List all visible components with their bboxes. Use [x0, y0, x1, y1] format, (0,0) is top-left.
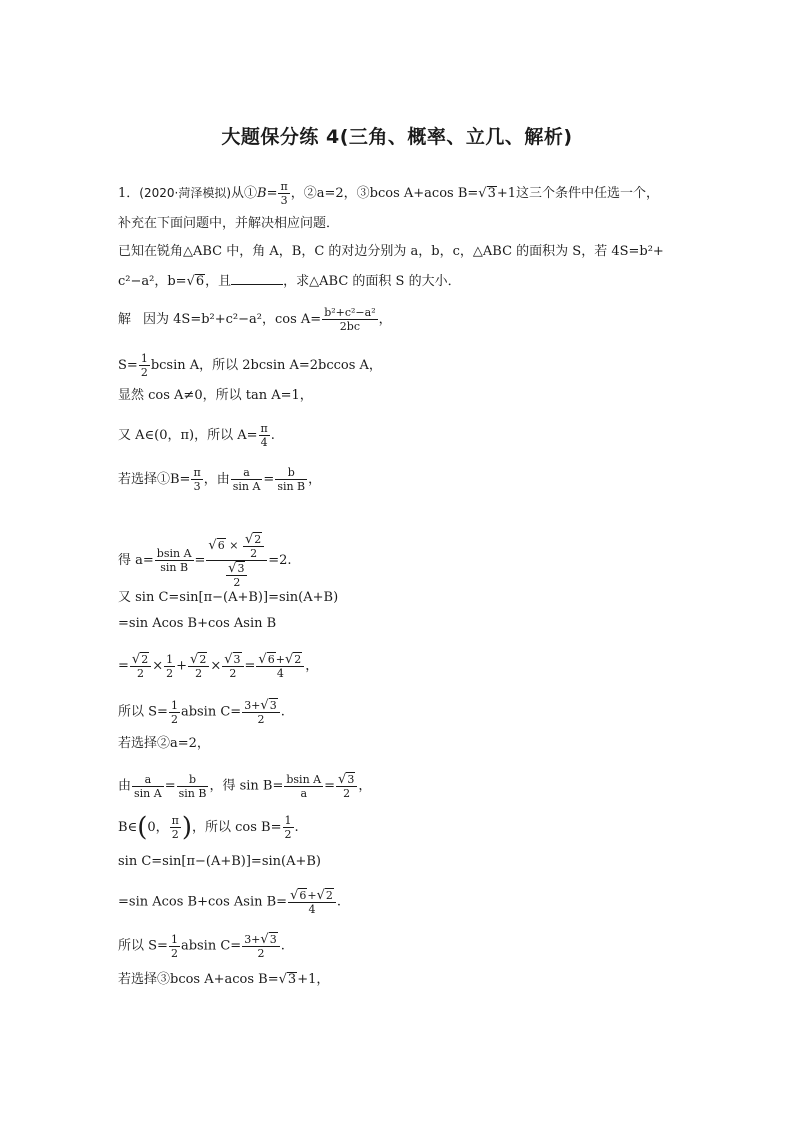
sqrt-6: 6 [195, 274, 205, 289]
sqrt-sign: √ [190, 652, 199, 667]
sqrt-3: 3 [269, 699, 277, 712]
text: 若选择①B= [118, 472, 191, 487]
sqrt-6: 6 [217, 539, 225, 552]
frac-den: sin A [232, 480, 261, 493]
sqrt-3: 3 [237, 562, 245, 575]
cond3-tail: +1 [496, 186, 517, 201]
fraction-r2-2 [188, 652, 209, 680]
times: × [152, 658, 164, 674]
fraction-3-r3-2 [242, 698, 280, 726]
frac-num [243, 532, 264, 547]
fraction-pi-2 [170, 814, 181, 841]
frac-num [222, 652, 243, 667]
frac-den: 2 [137, 667, 145, 680]
fraction-b-sinB [177, 773, 209, 800]
frac-den: 2 [284, 828, 292, 841]
fraction-r6-r2-4 [288, 888, 336, 916]
text: absin C= [180, 704, 242, 720]
text: =sin Acos B+cos Asin B= [118, 894, 288, 910]
cond2-sep: ，② [290, 186, 317, 201]
sqrt-sign: √ [478, 186, 487, 201]
fraction-half [139, 352, 150, 379]
sqrt-2: 2 [141, 653, 149, 666]
fraction-a-sinA [132, 773, 164, 800]
frac-den [206, 561, 267, 589]
frac-num: b [275, 466, 307, 480]
frac-den: 2 [195, 667, 203, 680]
fraction-bsinA-a [284, 773, 323, 800]
frac-den: 2 [170, 712, 178, 726]
frac-den: 2 [171, 828, 179, 841]
solution-line-6 [118, 532, 292, 589]
text: 得 a= [118, 553, 154, 568]
right-paren: ) [181, 812, 193, 843]
sqrt-2: 2 [199, 653, 207, 666]
frac-den: 4 [260, 436, 268, 449]
punct: ， [305, 658, 319, 674]
solution-line-2 [118, 352, 382, 379]
text: ，得 sin B= [209, 778, 284, 794]
frac-den: 3 [193, 480, 201, 493]
sqrt-6: 6 [267, 653, 275, 666]
frac-num: b [177, 773, 209, 787]
solution-line-15 [118, 888, 341, 916]
solution-line-12 [118, 772, 371, 800]
punct: . [336, 894, 342, 910]
frac-den: sin B [178, 786, 207, 800]
text: 又 A∈(0，π)，所以 A= [118, 428, 258, 443]
frac-num [242, 698, 280, 713]
frac-den: a [300, 786, 308, 800]
frac-num: π [280, 180, 288, 193]
frac-num: b²+c²−a² [324, 306, 376, 319]
fraction-3-r3-2 [242, 932, 280, 960]
sqrt-sign: √ [258, 652, 267, 667]
frac-num: 1 [140, 352, 148, 365]
frac-den: 2 [140, 366, 148, 379]
eq: = [164, 778, 176, 794]
frac-den: 2 [343, 787, 351, 800]
plus: + [176, 658, 188, 674]
sqrt-2: 2 [294, 653, 302, 666]
frac-num: 1 [170, 698, 178, 712]
sqrt-3: 3 [487, 186, 496, 201]
frac-num: π [260, 422, 268, 435]
frac-den: sin B [277, 480, 306, 493]
fraction-r2-2 [243, 532, 264, 560]
line4-part-c: ，求△ABC 的面积 S 的大小． [283, 274, 461, 289]
punct: . [294, 820, 299, 835]
fraction-r3-2 [336, 772, 357, 800]
frac-den: 2 [250, 547, 258, 560]
solution-line-16 [118, 932, 285, 960]
punct: ， [308, 472, 322, 487]
punct: . [280, 938, 285, 954]
eq: = [118, 658, 129, 674]
text: ，由 [203, 472, 230, 487]
frac-den: sin A [134, 786, 162, 800]
solution-line-3: 显然 cos A≠0，所以 tan A=1， [118, 388, 313, 403]
sqrt-sign: √ [224, 652, 233, 667]
line4-part-b: ，且 [205, 274, 232, 289]
compound-fraction [206, 532, 267, 589]
punct: ， [358, 778, 372, 794]
sqrt-sign: √ [290, 888, 299, 903]
frac-num: bsin A [286, 772, 322, 786]
frac-num [242, 932, 280, 947]
punct: ， [378, 312, 392, 327]
frac-den: sin B [160, 561, 189, 574]
text: bcsin A，所以 2bcsin A=2bccos A， [150, 358, 382, 373]
text: 若选择③bcos A+acos B= [118, 972, 279, 987]
sqrt-sign: √ [338, 772, 347, 787]
problem-source: (2020·菏泽模拟) [139, 186, 231, 200]
text: 由 [118, 778, 132, 794]
sqrt-6: 6 [299, 889, 307, 902]
frac-num: a [132, 773, 164, 787]
sqrt-sign: √ [278, 972, 287, 987]
cond3-prefix: ，③ [343, 186, 370, 201]
frac-num [256, 652, 304, 667]
text: 0， [147, 820, 169, 835]
punct: . [280, 704, 285, 720]
three-plus: 3+ [244, 933, 261, 946]
fraction-pi-4 [259, 422, 270, 449]
solution-line-17 [118, 972, 329, 988]
frac-den: 2bc [339, 320, 360, 333]
three-plus: 3+ [244, 699, 261, 712]
times: × [210, 658, 222, 674]
plus: + [275, 653, 285, 666]
solution-line-8: =sin Acos B+cos Asin B [118, 616, 277, 631]
sqrt-2: 2 [254, 533, 262, 546]
frac-den: 2 [170, 946, 178, 960]
sqrt-sign: √ [284, 652, 294, 667]
solution-line-10 [118, 698, 285, 726]
text: B∈ [118, 820, 138, 835]
solution-label: 解 [118, 312, 132, 327]
fraction-half [169, 933, 180, 960]
solution-line-7: 又 sin C=sin[π−(A+B)]=sin(A+B) [118, 590, 339, 605]
frac-den: 2 [233, 576, 241, 589]
frac-den: 4 [276, 667, 284, 680]
frac-den: 2 [166, 666, 174, 680]
fraction-r6-r2-4 [256, 652, 304, 680]
frac-num: 1 [166, 652, 174, 666]
sqrt-sign: √ [131, 652, 141, 667]
fraction-pi-3 [278, 180, 289, 207]
sqrt-sign: √ [316, 888, 325, 903]
sqrt-3: 3 [269, 933, 277, 946]
frac-den: 3 [280, 194, 288, 207]
frac-den: 2 [257, 947, 265, 960]
sqrt-3: 3 [287, 972, 297, 987]
problem-number: 1． [118, 186, 140, 201]
frac-den: 2 [229, 667, 237, 680]
times: × [229, 539, 239, 552]
fraction-r2-2 [130, 652, 151, 680]
solution-line-11: 若选择②a=2， [118, 736, 210, 751]
problem-line-1: 1．(2020·菏泽模拟)从①B= $\frac{\pi}{3}$ ，②a=2，③bcos A+acos B=√3+1这三个条件中任选一个， [118, 180, 660, 207]
frac-num: bsin A [156, 547, 192, 560]
sqrt-sign: √ [208, 538, 217, 553]
text: 所以 S= [118, 704, 168, 720]
frac-den: 2 [257, 713, 265, 726]
cond3-expr: bcos A+acos B= [369, 186, 479, 201]
sqrt-sign: √ [244, 532, 254, 547]
solution-text: 因为 4S=b²+c²−a²，cos A= [143, 312, 322, 327]
text: absin C= [180, 938, 242, 954]
text: =2. [268, 553, 292, 568]
choose-text: 这三个条件中任选一个， [516, 186, 660, 201]
sqrt-sign: √ [228, 561, 237, 576]
fraction-half [283, 814, 294, 841]
fraction-b-sinB [275, 466, 307, 493]
sqrt-3: 3 [233, 653, 241, 666]
answer-blank[interactable] [231, 272, 283, 285]
left-paren: ( [137, 812, 148, 843]
frac-num [206, 532, 267, 561]
fraction-r3-2 [222, 652, 243, 680]
sqrt-sign: √ [260, 698, 269, 713]
eq: = [244, 658, 256, 674]
text: ，所以 cos B= [192, 820, 282, 835]
frac-num: π [171, 814, 179, 827]
page-title: 大题保分练 4(三角、概率、立几、解析) [221, 126, 573, 148]
fraction-pi-3 [191, 466, 202, 493]
eq: = [263, 472, 275, 487]
solution-line-5 [118, 466, 321, 493]
text: 所以 S= [118, 938, 168, 954]
problem-line-2: 补充在下面问题中，并解决相应问题． [118, 216, 340, 231]
text: S= [118, 358, 138, 373]
frac-num [130, 652, 151, 667]
frac-num [226, 561, 247, 576]
frac-num [188, 652, 209, 667]
solution-line-1 [118, 306, 392, 333]
frac-num [288, 888, 336, 903]
line4-part-a: c²−a²，b= [118, 274, 187, 289]
frac-den: 4 [308, 903, 316, 916]
frac-num: a [231, 466, 263, 480]
fraction-half [169, 699, 180, 726]
frac-num: π [193, 466, 201, 479]
eq: = [324, 778, 336, 794]
frac-num [336, 772, 357, 787]
solution-line-14: sin C=sin[π−(A+B)]=sin(A+B) [118, 854, 322, 869]
solution-line-9 [118, 652, 318, 680]
fraction-half [164, 653, 175, 680]
fraction-bsinA-sinB [155, 547, 194, 574]
frac-num: 1 [284, 814, 292, 827]
intro-text: 从① [231, 186, 258, 201]
punct: . [270, 428, 275, 443]
problem-line-3: 已知在锐角△ABC 中，角 A，B，C 的对边分别为 a，b，c，△ABC 的面积为 S，若 4S=b²+ [118, 244, 664, 259]
solution-line-4 [118, 422, 275, 449]
fraction-r3-2 [226, 561, 247, 589]
sqrt-2: 2 [325, 889, 333, 902]
text: +1， [297, 972, 330, 987]
problem-line-4 [118, 272, 461, 290]
sqrt-3: 3 [347, 773, 355, 786]
frac-num: 1 [170, 932, 178, 946]
sqrt-sign: √ [186, 274, 195, 289]
fraction-cosA [322, 306, 377, 333]
solution-line-13 [118, 814, 299, 841]
sqrt-sign: √ [260, 932, 269, 947]
fraction-a-sinA [231, 466, 263, 493]
eq: = [194, 553, 206, 568]
plus: + [307, 889, 317, 902]
cond2-expr: a=2 [316, 186, 344, 201]
